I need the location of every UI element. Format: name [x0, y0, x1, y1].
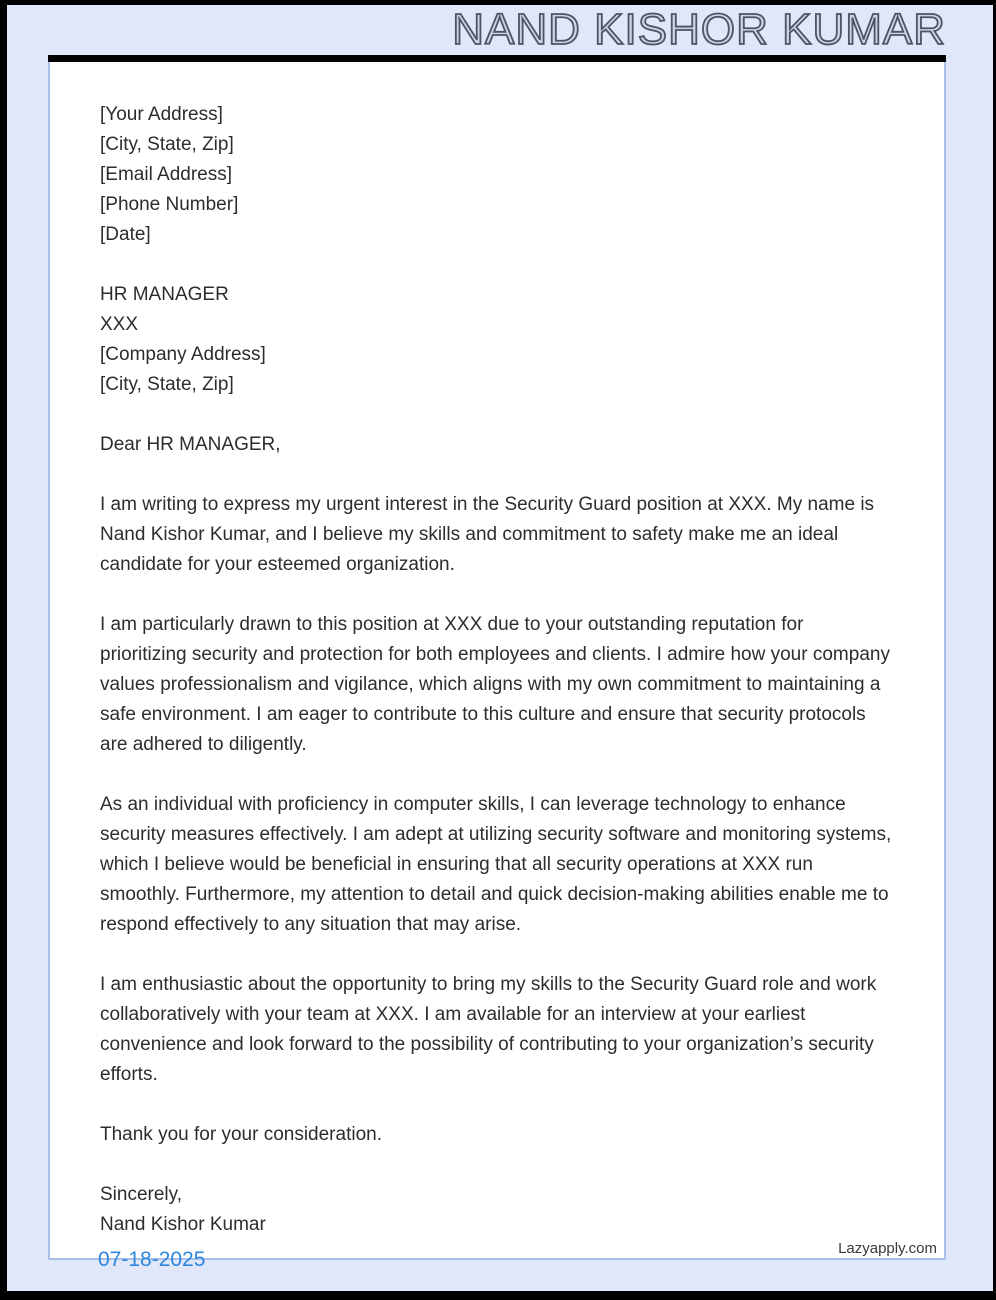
letter-content: [50, 62, 944, 1240]
footer-date: 07-18-2025: [98, 1248, 206, 1271]
lazyapply-watermark: Lazyapply.com: [838, 1240, 937, 1257]
closing-line: Sincerely,: [100, 1184, 183, 1205]
body-paragraph-3: As an individual with proficiency in computer skills, I can leverage technology to enhance security measures effectively. I am adept at utilizing security software and monitoring systems, which I believe would be beneficial in ensuring that all security operations at XXX run smoothly. Furthermore, my attention to detail and quick decision-making abilities enable me to respond effectively to any situation that may arise.: [100, 794, 892, 935]
letter-page: [48, 62, 946, 1260]
recipient-city-line: [City, State, Zip]: [100, 374, 234, 395]
sender-city-line: [City, State, Zip]: [100, 134, 234, 155]
salutation-line: Dear HR MANAGER,: [100, 434, 281, 455]
sender-address-line: [Your Address]: [100, 104, 223, 125]
letterhead-name: NAND KISHOR KUMAR: [452, 5, 946, 54]
recipient-address-block: [100, 280, 894, 400]
body-paragraph-2: I am particularly drawn to this position at XXX due to your outstanding reputation for prioritizing security and protection for both employees and clients. I admire how your company values professionalism and vigilance, which aligns with my own commitment to maintaining a safe environment. I am eager to contribute to this culture and ensure that security protocols are adhered to diligently.: [100, 614, 890, 755]
letterhead: [7, 5, 993, 55]
sender-email-line: [Email Address]: [100, 164, 232, 185]
sender-date-line: [Date]: [100, 224, 151, 245]
recipient-name-line: HR MANAGER: [100, 284, 229, 305]
sender-address-block: [100, 100, 894, 250]
thanks-line: Thank you for your consideration.: [100, 1124, 382, 1145]
recipient-address-line: [Company Address]: [100, 344, 266, 365]
signature-block: [100, 1180, 894, 1240]
sender-phone-line: [Phone Number]: [100, 194, 239, 215]
header-divider-bar: [48, 55, 946, 62]
recipient-company-line: XXX: [100, 314, 139, 335]
thanks-line-block: [100, 1120, 894, 1150]
signature-name: Nand Kishor Kumar: [100, 1214, 266, 1235]
body-paragraph-1: I am writing to express my urgent interest in the Security Guard position at XXX. My name is Nand Kishor Kumar, and I believe my skills and commitment to safety make me an ideal candidate for your esteemed organization.: [100, 494, 875, 575]
body-paragraph-4: I am enthusiastic about the opportunity to bring my skills to the Security Guard role and work collaboratively with your team at XXX. I am available for an interview at your earliest convenience and look forward to the possibility of contributing to your organization’s security efforts.: [100, 974, 877, 1085]
salutation: [100, 430, 894, 460]
